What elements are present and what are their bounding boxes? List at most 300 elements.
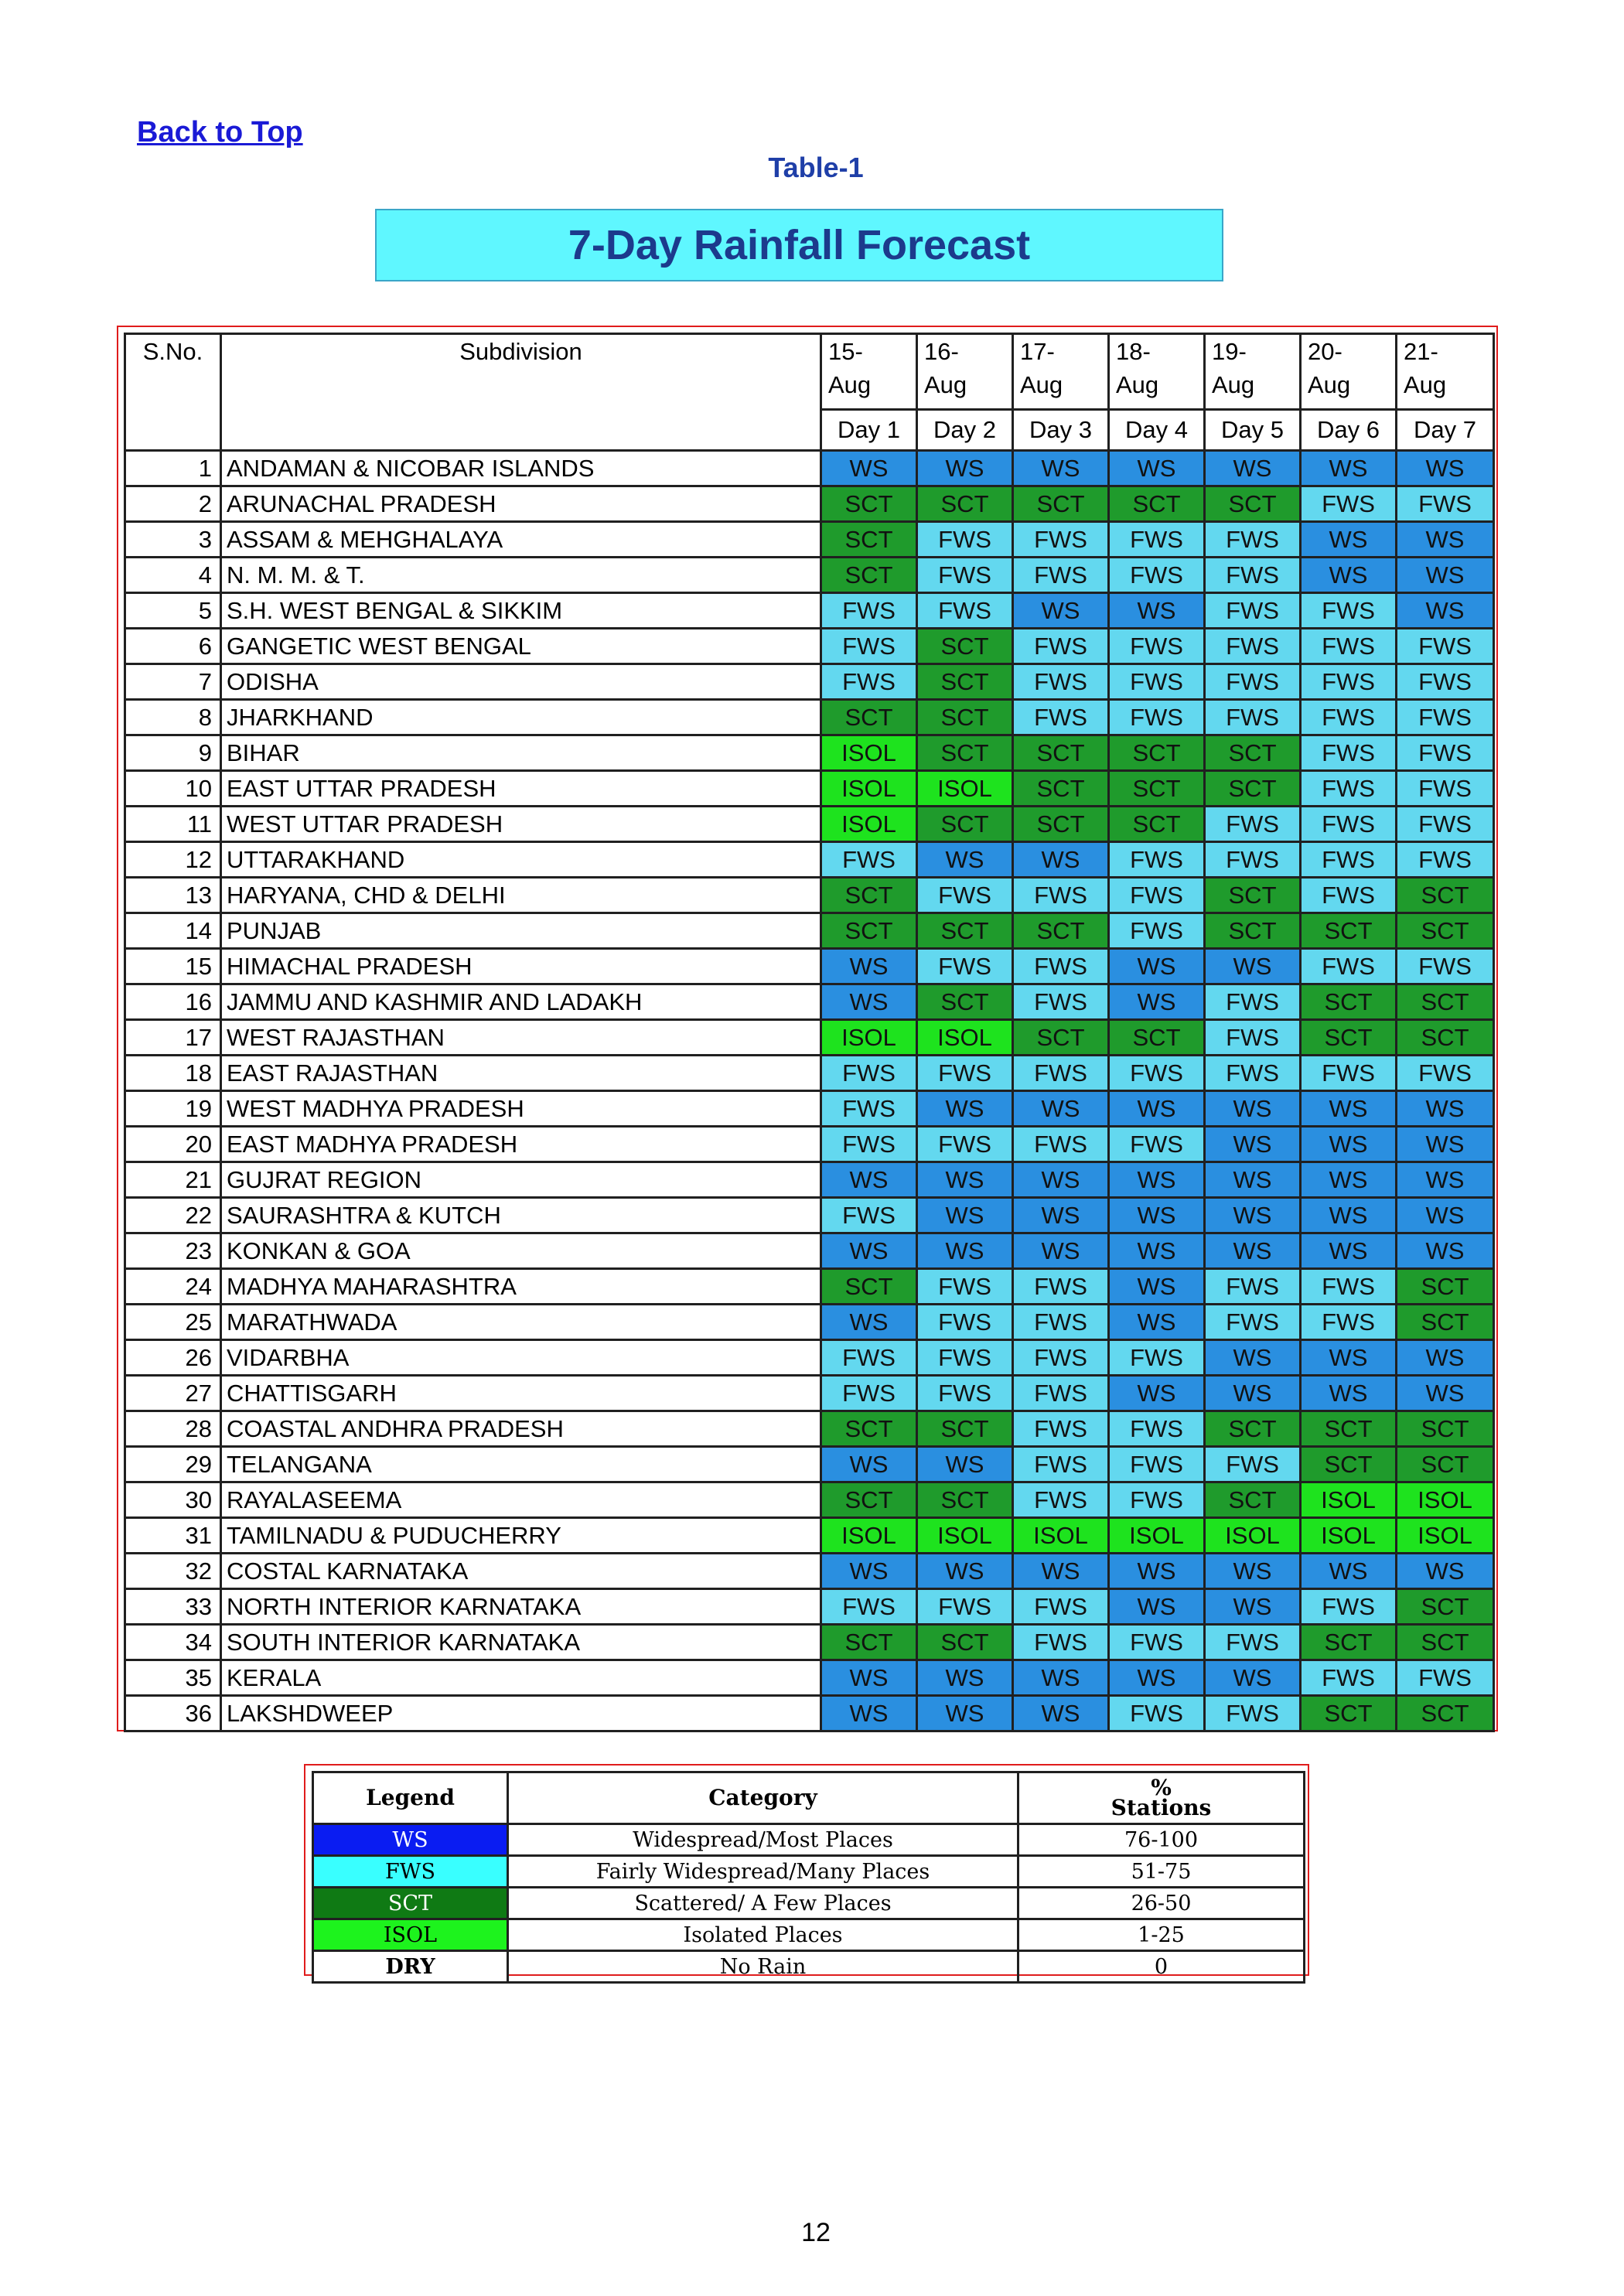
forecast-cell: FWS [1109, 1127, 1205, 1162]
forecast-cell: ISOL [1397, 1518, 1494, 1554]
row-subdivision: TAMILNADU & PUDUCHERRY [221, 1518, 821, 1554]
forecast-table-body [125, 451, 1494, 1731]
row-sno: 35 [125, 1660, 221, 1696]
forecast-cell: WS [1301, 1554, 1397, 1589]
forecast-cell: FWS [1013, 629, 1109, 664]
table-row [125, 1233, 1494, 1269]
forecast-cell: WS [1109, 593, 1205, 629]
forecast-cell: FWS [1205, 700, 1301, 735]
forecast-cell: FWS [1013, 1447, 1109, 1482]
row-sno: 7 [125, 664, 221, 700]
row-sno: 22 [125, 1198, 221, 1233]
forecast-cell: FWS [1205, 1447, 1301, 1482]
row-subdivision: GANGETIC WEST BENGAL [221, 629, 821, 664]
forecast-cell: SCT [917, 1625, 1013, 1660]
forecast-cell: SCT [917, 913, 1013, 949]
legend-category: Isolated Places [508, 1919, 1018, 1951]
page-number: 12 [801, 2218, 831, 2247]
forecast-cell: WS [1109, 1162, 1205, 1198]
header-sno: S.No. [125, 334, 221, 451]
forecast-cell: WS [1109, 1589, 1205, 1625]
forecast-cell: FWS [1109, 1696, 1205, 1731]
forecast-cell: FWS [1013, 984, 1109, 1020]
forecast-cell: WS [917, 1696, 1013, 1731]
forecast-cell: WS [821, 1660, 917, 1696]
row-subdivision: JHARKHAND [221, 700, 821, 735]
row-sno: 12 [125, 842, 221, 878]
forecast-cell: WS [1013, 1660, 1109, 1696]
forecast-cell: FWS [1109, 1447, 1205, 1482]
forecast-cell: ISOL [821, 771, 917, 807]
forecast-cell: FWS [1013, 1269, 1109, 1305]
header-subdivision: Subdivision [221, 334, 821, 451]
forecast-cell: SCT [1301, 1696, 1397, 1731]
row-sno: 5 [125, 593, 221, 629]
legend-header-row [313, 1772, 1305, 1824]
row-subdivision: JAMMU AND KASHMIR AND LADAKH [221, 984, 821, 1020]
forecast-cell: FWS [1397, 629, 1494, 664]
table-row [125, 1340, 1494, 1376]
forecast-cell: SCT [1301, 1625, 1397, 1660]
forecast-cell: WS [1013, 1233, 1109, 1269]
forecast-cell: SCT [821, 1482, 917, 1518]
legend-row [313, 1824, 1305, 1856]
forecast-cell: SCT [1109, 486, 1205, 522]
header-day-3: Day 3 [1013, 410, 1109, 451]
forecast-cell: SCT [1397, 1020, 1494, 1056]
forecast-cell: ISOL [917, 1518, 1013, 1554]
forecast-cell: WS [1205, 1340, 1301, 1376]
row-subdivision: WEST UTTAR PRADESH [221, 807, 821, 842]
forecast-cell: FWS [1013, 1127, 1109, 1162]
legend-row [313, 1919, 1305, 1951]
header-day-1: Day 1 [821, 410, 917, 451]
forecast-cell: WS [821, 949, 917, 984]
forecast-cell: FWS [1301, 1269, 1397, 1305]
row-subdivision: TELANGANA [221, 1447, 821, 1482]
forecast-cell: FWS [1109, 1482, 1205, 1518]
forecast-cell: WS [917, 1091, 1013, 1127]
table-row [125, 1198, 1494, 1233]
forecast-cell: FWS [1301, 878, 1397, 913]
table-row [125, 1518, 1494, 1554]
row-subdivision: MADHYA MAHARASHTRA [221, 1269, 821, 1305]
forecast-cell: FWS [1205, 842, 1301, 878]
forecast-cell: SCT [1205, 878, 1301, 913]
row-sno: 26 [125, 1340, 221, 1376]
forecast-cell: WS [1109, 1660, 1205, 1696]
row-subdivision: GUJRAT REGION [221, 1162, 821, 1198]
forecast-cell: WS [1301, 1162, 1397, 1198]
forecast-cell: WS [1109, 1198, 1205, 1233]
forecast-cell: SCT [917, 984, 1013, 1020]
row-sno: 8 [125, 700, 221, 735]
forecast-cell: SCT [1109, 807, 1205, 842]
forecast-cell: WS [917, 451, 1013, 486]
forecast-cell: SCT [917, 735, 1013, 771]
forecast-cell: FWS [917, 558, 1013, 593]
forecast-cell: FWS [1013, 1340, 1109, 1376]
forecast-cell: FWS [821, 1340, 917, 1376]
forecast-cell: SCT [1397, 984, 1494, 1020]
forecast-cell: FWS [1205, 1625, 1301, 1660]
forecast-cell: ISOL [1109, 1518, 1205, 1554]
row-sno: 3 [125, 522, 221, 558]
legend-code: DRY [313, 1951, 508, 1983]
forecast-cell: SCT [821, 700, 917, 735]
table-row [125, 949, 1494, 984]
row-sno: 6 [125, 629, 221, 664]
legend-header-stations: % Stations [1018, 1772, 1305, 1824]
forecast-cell: WS [1013, 842, 1109, 878]
forecast-cell: FWS [1205, 1269, 1301, 1305]
forecast-cell: FWS [917, 1589, 1013, 1625]
forecast-cell: WS [1397, 1554, 1494, 1589]
forecast-cell: WS [821, 1162, 917, 1198]
legend-table [312, 1771, 1305, 1984]
forecast-cell: ISOL [917, 771, 1013, 807]
row-sno: 34 [125, 1625, 221, 1660]
legend-stations: 51-75 [1018, 1856, 1305, 1888]
forecast-cell: WS [1301, 1340, 1397, 1376]
forecast-cell: FWS [821, 1091, 917, 1127]
forecast-cell: ISOL [1397, 1482, 1494, 1518]
row-subdivision: HIMACHAL PRADESH [221, 949, 821, 984]
forecast-cell: ISOL [917, 1020, 1013, 1056]
forecast-cell: SCT [1397, 878, 1494, 913]
row-sno: 32 [125, 1554, 221, 1589]
row-subdivision: HARYANA, CHD & DELHI [221, 878, 821, 913]
table-row [125, 913, 1494, 949]
table-row [125, 593, 1494, 629]
forecast-cell: SCT [1301, 984, 1397, 1020]
forecast-cell: FWS [1109, 1625, 1205, 1660]
table-row [125, 1269, 1494, 1305]
table-row [125, 1162, 1494, 1198]
forecast-cell: FWS [1109, 913, 1205, 949]
forecast-cell: ISOL [1301, 1518, 1397, 1554]
forecast-cell: WS [1013, 451, 1109, 486]
forecast-cell: SCT [1301, 1020, 1397, 1056]
forecast-cell: WS [1109, 1233, 1205, 1269]
forecast-cell: WS [1205, 1376, 1301, 1411]
forecast-cell: SCT [1301, 1447, 1397, 1482]
forecast-cell: FWS [1205, 558, 1301, 593]
row-subdivision: UTTARAKHAND [221, 842, 821, 878]
forecast-cell: SCT [1397, 1305, 1494, 1340]
forecast-cell: FWS [1301, 807, 1397, 842]
forecast-cell: WS [1109, 1554, 1205, 1589]
back-to-top-link[interactable]: Back to Top [137, 116, 303, 148]
forecast-cell: FWS [917, 522, 1013, 558]
table-row [125, 1127, 1494, 1162]
forecast-cell: FWS [821, 629, 917, 664]
forecast-cell: FWS [917, 1305, 1013, 1340]
forecast-cell: FWS [1301, 486, 1397, 522]
row-sno: 17 [125, 1020, 221, 1056]
legend-row [313, 1951, 1305, 1983]
forecast-cell: SCT [821, 878, 917, 913]
forecast-cell: SCT [917, 486, 1013, 522]
forecast-cell: FWS [1301, 1660, 1397, 1696]
forecast-cell: SCT [821, 913, 917, 949]
forecast-cell: ISOL [821, 735, 917, 771]
forecast-cell: SCT [1397, 913, 1494, 949]
forecast-cell: FWS [821, 1198, 917, 1233]
forecast-cell: WS [917, 1447, 1013, 1482]
table-row [125, 700, 1494, 735]
forecast-cell: SCT [1013, 913, 1109, 949]
forecast-cell: FWS [821, 842, 917, 878]
forecast-cell: FWS [1301, 593, 1397, 629]
forecast-cell: SCT [917, 664, 1013, 700]
legend-code: SCT [313, 1888, 508, 1919]
forecast-cell: SCT [821, 1269, 917, 1305]
forecast-cell: SCT [1013, 1020, 1109, 1056]
forecast-cell: WS [1301, 558, 1397, 593]
forecast-cell: FWS [1109, 629, 1205, 664]
forecast-cell: WS [1397, 1233, 1494, 1269]
table-row [125, 1411, 1494, 1447]
forecast-cell: WS [1301, 1091, 1397, 1127]
forecast-cell: FWS [1397, 771, 1494, 807]
forecast-cell: WS [1301, 1233, 1397, 1269]
forecast-cell: FWS [1013, 664, 1109, 700]
forecast-cell: FWS [821, 593, 917, 629]
header-day-2: Day 2 [917, 410, 1013, 451]
forecast-cell: WS [1397, 1198, 1494, 1233]
row-sno: 23 [125, 1233, 221, 1269]
legend-category: No Rain [508, 1951, 1018, 1983]
forecast-cell: FWS [1301, 700, 1397, 735]
table-row [125, 735, 1494, 771]
forecast-cell: FWS [1109, 1411, 1205, 1447]
forecast-cell: FWS [1013, 558, 1109, 593]
forecast-cell: FWS [1397, 949, 1494, 984]
row-subdivision: COSTAL KARNATAKA [221, 1554, 821, 1589]
forecast-cell: FWS [1109, 700, 1205, 735]
forecast-cell: FWS [1013, 1589, 1109, 1625]
legend-category: Scattered/ A Few Places [508, 1888, 1018, 1919]
table-row [125, 1376, 1494, 1411]
forecast-cell: SCT [1397, 1625, 1494, 1660]
row-subdivision: VIDARBHA [221, 1340, 821, 1376]
forecast-cell: WS [1301, 1127, 1397, 1162]
forecast-cell: WS [1397, 451, 1494, 486]
row-subdivision: S.H. WEST BENGAL & SIKKIM [221, 593, 821, 629]
forecast-cell: SCT [1397, 1411, 1494, 1447]
table-row [125, 451, 1494, 486]
row-sno: 2 [125, 486, 221, 522]
forecast-cell: WS [821, 1233, 917, 1269]
row-subdivision: EAST RAJASTHAN [221, 1056, 821, 1091]
forecast-cell: FWS [1397, 486, 1494, 522]
forecast-cell: FWS [1397, 735, 1494, 771]
forecast-cell: WS [1109, 949, 1205, 984]
row-sno: 14 [125, 913, 221, 949]
forecast-cell: FWS [917, 878, 1013, 913]
row-sno: 24 [125, 1269, 221, 1305]
legend-code: FWS [313, 1856, 508, 1888]
table-row [125, 1482, 1494, 1518]
forecast-cell: FWS [1205, 1305, 1301, 1340]
row-subdivision: ODISHA [221, 664, 821, 700]
forecast-cell: SCT [917, 1482, 1013, 1518]
forecast-cell: FWS [917, 1056, 1013, 1091]
forecast-cell: WS [1205, 451, 1301, 486]
legend-header-category: Category [508, 1772, 1018, 1824]
row-subdivision: SOUTH INTERIOR KARNATAKA [221, 1625, 821, 1660]
forecast-cell: WS [1205, 1660, 1301, 1696]
row-sno: 20 [125, 1127, 221, 1162]
forecast-cell: WS [917, 1162, 1013, 1198]
row-subdivision: COASTAL ANDHRA PRADESH [221, 1411, 821, 1447]
table-label: Table-1 [768, 152, 864, 183]
legend-row [313, 1888, 1305, 1919]
table-row [125, 1696, 1494, 1731]
row-sno: 10 [125, 771, 221, 807]
forecast-cell: FWS [917, 1127, 1013, 1162]
forecast-cell: FWS [1205, 807, 1301, 842]
row-subdivision: NORTH INTERIOR KARNATAKA [221, 1589, 821, 1625]
forecast-cell: FWS [917, 1376, 1013, 1411]
forecast-cell: FWS [1109, 558, 1205, 593]
forecast-cell: WS [1013, 1091, 1109, 1127]
forecast-cell: WS [1301, 1376, 1397, 1411]
forecast-cell: SCT [1205, 486, 1301, 522]
forecast-cell: FWS [1397, 700, 1494, 735]
table-row [125, 558, 1494, 593]
legend-header-legend: Legend [313, 1772, 508, 1824]
forecast-cell: WS [1013, 1198, 1109, 1233]
forecast-cell: WS [1013, 1696, 1109, 1731]
forecast-cell: ISOL [821, 1518, 917, 1554]
row-subdivision: KONKAN & GOA [221, 1233, 821, 1269]
forecast-cell: FWS [1109, 878, 1205, 913]
forecast-cell: SCT [917, 629, 1013, 664]
forecast-cell: WS [821, 1554, 917, 1589]
forecast-cell: ISOL [1013, 1518, 1109, 1554]
forecast-cell: FWS [1205, 1020, 1301, 1056]
table-row [125, 1660, 1494, 1696]
legend-code: ISOL [313, 1919, 508, 1951]
table-row [125, 1589, 1494, 1625]
forecast-cell: FWS [1205, 984, 1301, 1020]
forecast-cell: FWS [1109, 664, 1205, 700]
forecast-cell: FWS [1109, 1340, 1205, 1376]
forecast-cell: SCT [1013, 735, 1109, 771]
forecast-cell: SCT [821, 1625, 917, 1660]
legend-category: Widespread/Most Places [508, 1824, 1018, 1856]
page-title: 7-Day Rainfall Forecast [375, 209, 1223, 281]
forecast-cell: FWS [821, 1376, 917, 1411]
forecast-cell: SCT [1109, 735, 1205, 771]
forecast-cell: WS [1013, 593, 1109, 629]
row-subdivision: MARATHWADA [221, 1305, 821, 1340]
forecast-cell: FWS [1013, 1376, 1109, 1411]
row-subdivision: EAST UTTAR PRADESH [221, 771, 821, 807]
forecast-cell: WS [1397, 1376, 1494, 1411]
forecast-cell: SCT [821, 1411, 917, 1447]
row-sno: 13 [125, 878, 221, 913]
forecast-cell: WS [1301, 522, 1397, 558]
forecast-cell: WS [1397, 522, 1494, 558]
row-sno: 36 [125, 1696, 221, 1731]
forecast-cell: WS [917, 1198, 1013, 1233]
forecast-cell: FWS [1013, 1305, 1109, 1340]
row-subdivision: ANDAMAN & NICOBAR ISLANDS [221, 451, 821, 486]
header-day-4: Day 4 [1109, 410, 1205, 451]
forecast-cell: SCT [917, 807, 1013, 842]
row-subdivision: BIHAR [221, 735, 821, 771]
row-subdivision: CHATTISGARH [221, 1376, 821, 1411]
forecast-cell: FWS [821, 1056, 917, 1091]
forecast-cell: WS [1205, 1091, 1301, 1127]
row-sno: 25 [125, 1305, 221, 1340]
forecast-cell: FWS [1109, 842, 1205, 878]
row-sno: 9 [125, 735, 221, 771]
forecast-cell: SCT [1397, 1269, 1494, 1305]
forecast-cell: WS [1205, 1589, 1301, 1625]
legend-stations: 76-100 [1018, 1824, 1305, 1856]
table-row [125, 1447, 1494, 1482]
forecast-cell: SCT [1301, 1411, 1397, 1447]
forecast-cell: FWS [821, 664, 917, 700]
forecast-cell: SCT [917, 700, 1013, 735]
row-sno: 18 [125, 1056, 221, 1091]
forecast-cell: FWS [1013, 1482, 1109, 1518]
forecast-cell: WS [1205, 1233, 1301, 1269]
row-subdivision: WEST RAJASTHAN [221, 1020, 821, 1056]
forecast-cell: FWS [1205, 1696, 1301, 1731]
forecast-cell: WS [1109, 1376, 1205, 1411]
forecast-cell: WS [1109, 451, 1205, 486]
row-sno: 31 [125, 1518, 221, 1554]
forecast-cell: SCT [1013, 807, 1109, 842]
forecast-cell: SCT [1205, 771, 1301, 807]
header-day-6: Day 6 [1301, 410, 1397, 451]
forecast-cell: FWS [1301, 949, 1397, 984]
row-sno: 28 [125, 1411, 221, 1447]
table-row [125, 664, 1494, 700]
forecast-cell: FWS [1397, 842, 1494, 878]
header-day-7: Day 7 [1397, 410, 1494, 451]
row-subdivision: ASSAM & MEHGHALAYA [221, 522, 821, 558]
row-sno: 21 [125, 1162, 221, 1198]
row-sno: 27 [125, 1376, 221, 1411]
header-date-1: 15- Aug [821, 334, 917, 410]
forecast-cell: ISOL [1301, 1482, 1397, 1518]
forecast-cell: WS [917, 1233, 1013, 1269]
forecast-cell: ISOL [821, 807, 917, 842]
header-date-3: 17- Aug [1013, 334, 1109, 410]
forecast-cell: WS [821, 1447, 917, 1482]
table-row [125, 878, 1494, 913]
forecast-cell: WS [821, 451, 917, 486]
forecast-cell: FWS [1205, 629, 1301, 664]
forecast-cell: WS [1109, 984, 1205, 1020]
forecast-cell: FWS [1013, 700, 1109, 735]
row-subdivision: KERALA [221, 1660, 821, 1696]
forecast-cell: WS [1397, 1091, 1494, 1127]
row-subdivision: ARUNACHAL PRADESH [221, 486, 821, 522]
forecast-cell: FWS [1013, 1625, 1109, 1660]
forecast-cell: FWS [1013, 1056, 1109, 1091]
header-date-6: 20- Aug [1301, 334, 1397, 410]
table-row [125, 1554, 1494, 1589]
forecast-cell: WS [1301, 451, 1397, 486]
forecast-cell: WS [1205, 1554, 1301, 1589]
